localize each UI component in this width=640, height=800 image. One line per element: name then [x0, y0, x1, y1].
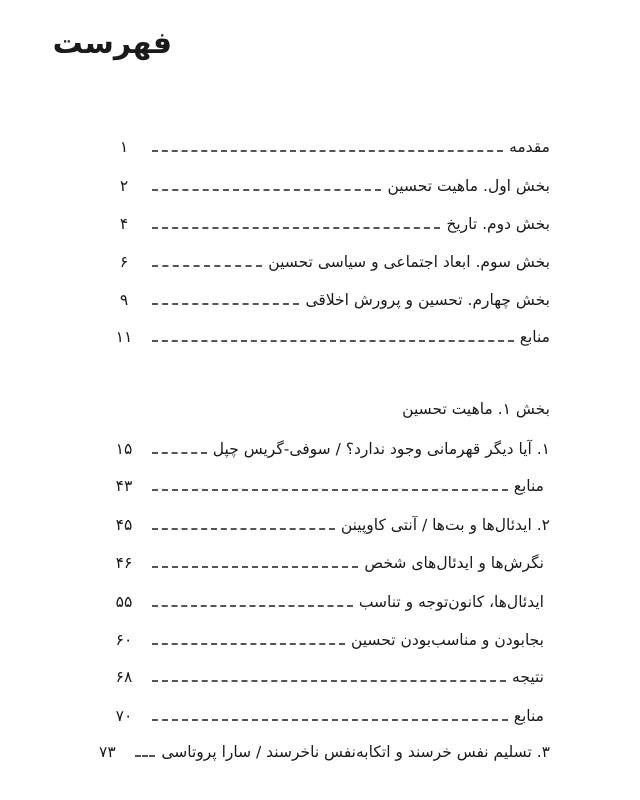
dot-leader [152, 605, 353, 607]
toc-entry-label: بخش دوم. تاریخ [446, 215, 550, 233]
toc-entry[interactable] [99, 740, 550, 764]
toc-entry[interactable] [110, 250, 550, 274]
dot-leader [152, 643, 345, 645]
dot-leader [152, 489, 508, 491]
toc-entry[interactable] [110, 325, 550, 349]
toc-entry-label: بخش سوم. ابعاد اجتماعی و سیاسی تحسین [268, 253, 550, 271]
toc-entry-label: ۲. ایدئال‌ها و بت‌ها / آنتی کاوپینن [340, 516, 550, 534]
section-heading: بخش ۱. ماهیت تحسین [402, 400, 550, 418]
dot-leader [152, 680, 506, 682]
dot-leader [152, 340, 514, 342]
toc-entry-label: بخش چهارم. تحسین و پرورش اخلاقی [305, 291, 550, 309]
toc-entry-label: ۱. آیا دیگر قهرمانی وجود ندارد؟ / سوفی-گریس چپل [212, 440, 550, 458]
toc-entry-label: نتیجه [512, 668, 544, 686]
toc-entry-label: بخش اول. ماهیت تحسین [387, 177, 550, 195]
dot-leader [152, 452, 207, 454]
dot-leader [152, 265, 262, 267]
toc-entry-label: بجابودن و مناسب‌بودن تحسین [350, 631, 544, 649]
toc-entry-label: منابع [513, 477, 544, 495]
dot-leader [152, 566, 358, 568]
toc-entry[interactable] [110, 513, 550, 537]
toc-page-number: ۶۰ [115, 631, 133, 649]
toc-page-number: ۵۵ [115, 593, 133, 611]
toc-page-number: ۱۵ [115, 440, 133, 458]
dot-leader [152, 189, 381, 191]
toc-entry[interactable] [110, 174, 550, 198]
toc-page-number: ۴ [119, 215, 129, 233]
dot-leader [152, 528, 335, 530]
toc-page-number: ۴۵ [115, 516, 133, 534]
toc-page-number: ۷۳ [99, 743, 116, 761]
toc-entry[interactable] [110, 135, 550, 159]
toc-entry-label: منابع [513, 707, 544, 725]
toc-subentry[interactable] [110, 474, 544, 498]
toc-subentry[interactable] [110, 551, 544, 575]
toc-page-number: ۱۱ [115, 328, 133, 346]
toc-subentry[interactable] [110, 704, 544, 728]
page-title: فهرست [52, 26, 172, 61]
dot-leader [152, 150, 503, 152]
toc-entry-label: منابع [519, 328, 550, 346]
toc-page-number: ۲ [119, 177, 129, 195]
dot-leader [135, 755, 155, 757]
toc-entry-label: نگرش‌ها و ایدئال‌های شخص [364, 554, 544, 572]
toc-entry[interactable] [110, 288, 550, 312]
toc-subentry[interactable] [110, 665, 544, 689]
toc-entry-label: مقدمه [509, 138, 550, 156]
toc-page-number: ۹ [119, 291, 129, 309]
toc-page-number: ۶۸ [115, 668, 133, 686]
toc-entry[interactable] [110, 437, 550, 461]
dot-leader [152, 303, 299, 305]
toc-subentry[interactable] [110, 590, 544, 614]
toc-page-number: ۴۳ [115, 477, 133, 495]
toc-page-number: ۴۶ [115, 554, 133, 572]
toc-page-number: ۷۰ [115, 707, 133, 725]
toc-subentry[interactable] [110, 628, 544, 652]
dot-leader [152, 227, 440, 229]
toc-page-number: ۱ [119, 138, 129, 156]
toc-entry-label: ایدئال‌ها، کانون‌توجه و تناسب [358, 593, 544, 611]
dot-leader [152, 719, 508, 721]
toc-page-number: ۶ [119, 253, 129, 271]
toc-entry-label: ۳. تسلیم نفس خرسند و اتکابه‌نفس ناخرسند / سارا پروتاسی [161, 743, 550, 761]
toc-entry[interactable] [110, 212, 550, 236]
